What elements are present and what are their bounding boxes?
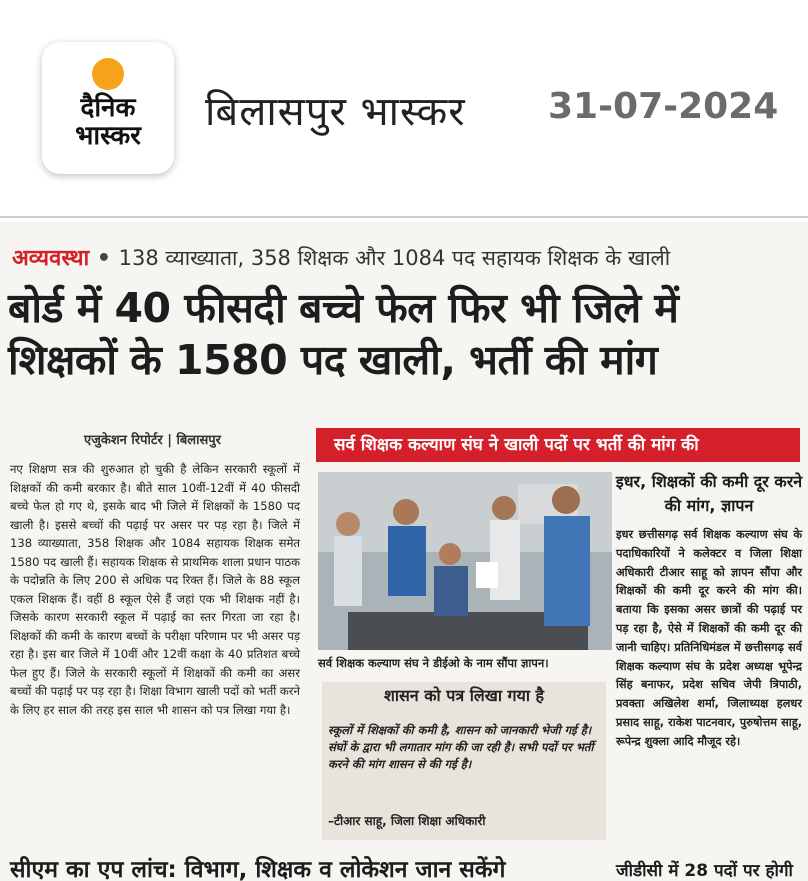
headline-line-2: शिक्षकों के 1580 पद खाली, भर्ती की मांग <box>8 336 658 384</box>
quote-box-title: शासन को पत्र लिखा गया है <box>383 686 545 705</box>
article-headline <box>8 282 806 386</box>
headline-line-1: बोर्ड में 40 फीसदी बच्चे फेल फिर भी जिले में <box>8 284 679 332</box>
side-story-headline: इधर, शिक्षकों की कमी दूर करने की मांग, ज्ञापन <box>615 472 803 515</box>
edition-date: 31-07-2024 <box>548 86 779 127</box>
logo-text-line1: दैनिक <box>80 93 136 123</box>
article-kicker <box>12 242 670 272</box>
photo-caption: सर्व शिक्षक कल्याण संघ ने डीईओ के नाम सौंपा ज्ञापन। <box>318 656 549 670</box>
dainik-bhaskar-logo <box>42 42 174 174</box>
sidebar-banner <box>316 428 800 462</box>
byline: एजुकेशन रिपोर्टर | बिलासपुर <box>84 433 221 448</box>
next-side-headline: जीडीसी में 28 पदों पर होगी <box>616 861 793 881</box>
masthead-divider <box>0 216 808 218</box>
kicker-label: अव्यवस्था <box>12 246 90 271</box>
sun-icon <box>92 58 124 90</box>
masthead <box>0 0 808 218</box>
side-story-body: इधर छत्तीसगढ़ सर्व शिक्षक कल्याण संघ के पदाधिकारियों ने कलेक्टर व जिला शिक्षा अधिकारी टीआर साहू को ज्ञापन सौंपा और शिक्षकों की कमी दूर करने की मांग की। बताया कि इसका असर छात्रों की पढ़ाई पर पड़ रहा है, ऐसे में शिक्षकों की कमी दूर की जानी चाहिए। प्रतिनिधिमंडल में छत्तीसगढ़ सर्व शिक्षक कल्याण संघ के प्रदेश अध्यक्ष भूपेन्द्र सिंह बनाफर, प्रदेश सचिव जेपी त्रिपाठी, प्रवक्ता अखिलेश शर्मा, जिलाध्यक्ष हलधर प्रसाद साहू, राकेश पाटनवार, पुरुषोत्तम साहू, रूपेन्द्र शुक्ला आदि मौजूद रहे। <box>616 528 802 748</box>
banner-text: सर्व शिक्षक कल्याण संघ ने खाली पदों पर भर्ती की मांग की <box>334 435 699 455</box>
photo-illustration <box>318 472 612 650</box>
kicker-bullet: • <box>96 246 111 271</box>
news-photo <box>318 472 612 650</box>
kicker-text: 138 व्याख्याता, 358 शिक्षक और 1084 पद सहायक शिक्षक के खाली <box>118 246 671 270</box>
article-body: नए शिक्षण सत्र की शुरुआत हो चुकी है लेकिन सरकारी स्कूलों में शिक्षकों की कमी बरकार है। बीते साल 10वीं-12वीं में 40 फीसदी बच्चे फेल हो गए थे, इसके बाद भी जिले में शिक्षकों के 1580 पद खाली है। इससे बच्चों की पढ़ाई पर असर पर पड़ रहा है। जिले में 138 व्याख्याता, 358 शिक्षक और 1084 सहायक शिक्षक समेत 1580 पद खाली हैं। सहायक शिक्षक से प्राथमिक शाला प्रधान पाठक के पदोन्नति के लिए 200 से अधिक पद रिक्त हैं। जिले के 88 स्कूल एकल शिक्षक हैं। वहीं 8 स्कूल ऐसे हैं जहां एक भी शिक्षक नहीं है। जिसके कारण सरकारी स्कूल में पढ़ाई का स्तर गिरता जा रहा है। शिक्षकों की कमी के कारण बच्चों के परीक्षा परिणाम पर भी असर पड़ रहा है। इस बार जिले में 10वीं और 12वीं कक्षा के 40 प्रतिशत बच्चे फेल हुए हैं। जिले के सरकारी स्कूलों में शिक्षकों की कमी का असर बच्चों की पढ़ाई पर पड़ रहा है। शिक्षा विभाग खाली पदों को भर्ती करने के लिए हर साल की तरह इस साल भी शासन को पत्र लिखा गया है। <box>10 462 300 717</box>
logo-text-line2: भास्कर <box>75 121 141 151</box>
quote-author: –टीआर साहू, जिला शिक्षा अधिकारी <box>328 814 486 828</box>
quote-text: स्कूलों में शिक्षकों की कमी है, शासन को जानकारी भेजी गई है। संघों के द्वारा भी लगातार मांग की जा रही है। सभी पदों पर भर्ती करने की मांग शासन से की गई है। <box>328 723 594 771</box>
next-story-headline: सीएम का एप लांच: विभाग, शिक्षक व लोकेशन जान सकेंगे <box>10 857 506 881</box>
edition-title: बिलासपुर भास्कर <box>205 89 466 135</box>
